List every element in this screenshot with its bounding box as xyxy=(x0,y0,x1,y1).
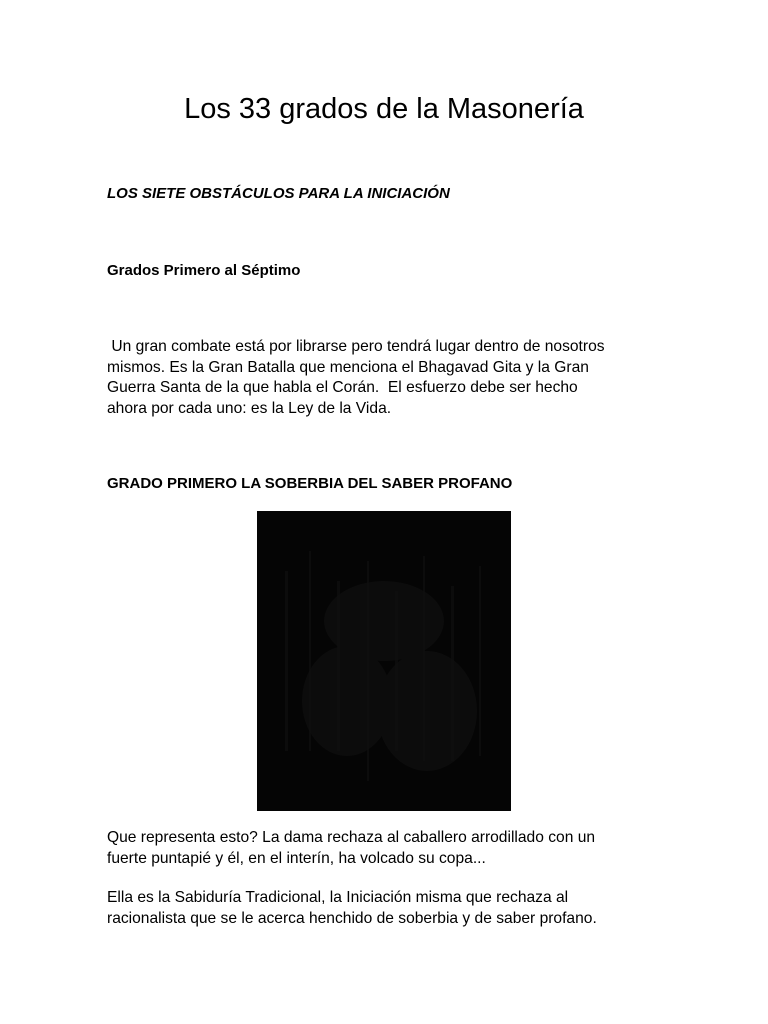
intro-paragraph xyxy=(107,337,667,419)
question-line: Que representa esto? La dama rechaza al caballero arrodillado con un xyxy=(107,829,596,846)
intro-line: mismos. Es la Gran Batalla que menciona el Bhagavad Gita y la Gran xyxy=(107,358,589,376)
document-subtitle: LOS SIETE OBSTÁCULOS PARA LA INICIACIÓN xyxy=(107,185,450,202)
question-paragraph xyxy=(107,828,667,869)
document-title: Los 33 grados de la Masonería xyxy=(184,93,584,125)
ella-paragraph xyxy=(107,888,667,929)
dark-engraving-image xyxy=(257,511,511,811)
question-line: fuerte puntapié y él, en el interín, ha volcado su copa... xyxy=(107,849,486,867)
grade-heading: GRADO PRIMERO LA SOBERBIA DEL SABER PROFANO xyxy=(107,475,513,492)
ella-line: racionalista que se le acerca henchido de soberbia y de saber profano. xyxy=(107,909,597,927)
section-heading: Grados Primero al Séptimo xyxy=(107,262,301,279)
intro-line: Guerra Santa de la que habla el Corán. El esfuerzo debe ser hecho xyxy=(107,379,578,396)
intro-line: Un gran combate está por librarse pero tendrá lugar dentro de nosotros xyxy=(107,338,605,355)
intro-line: ahora por cada uno: es la Ley de la Vida. xyxy=(107,399,392,417)
illustration-image xyxy=(257,511,511,811)
ella-line: Ella es la Sabiduría Tradicional, la Iniciación misma que rechaza al xyxy=(107,889,569,906)
